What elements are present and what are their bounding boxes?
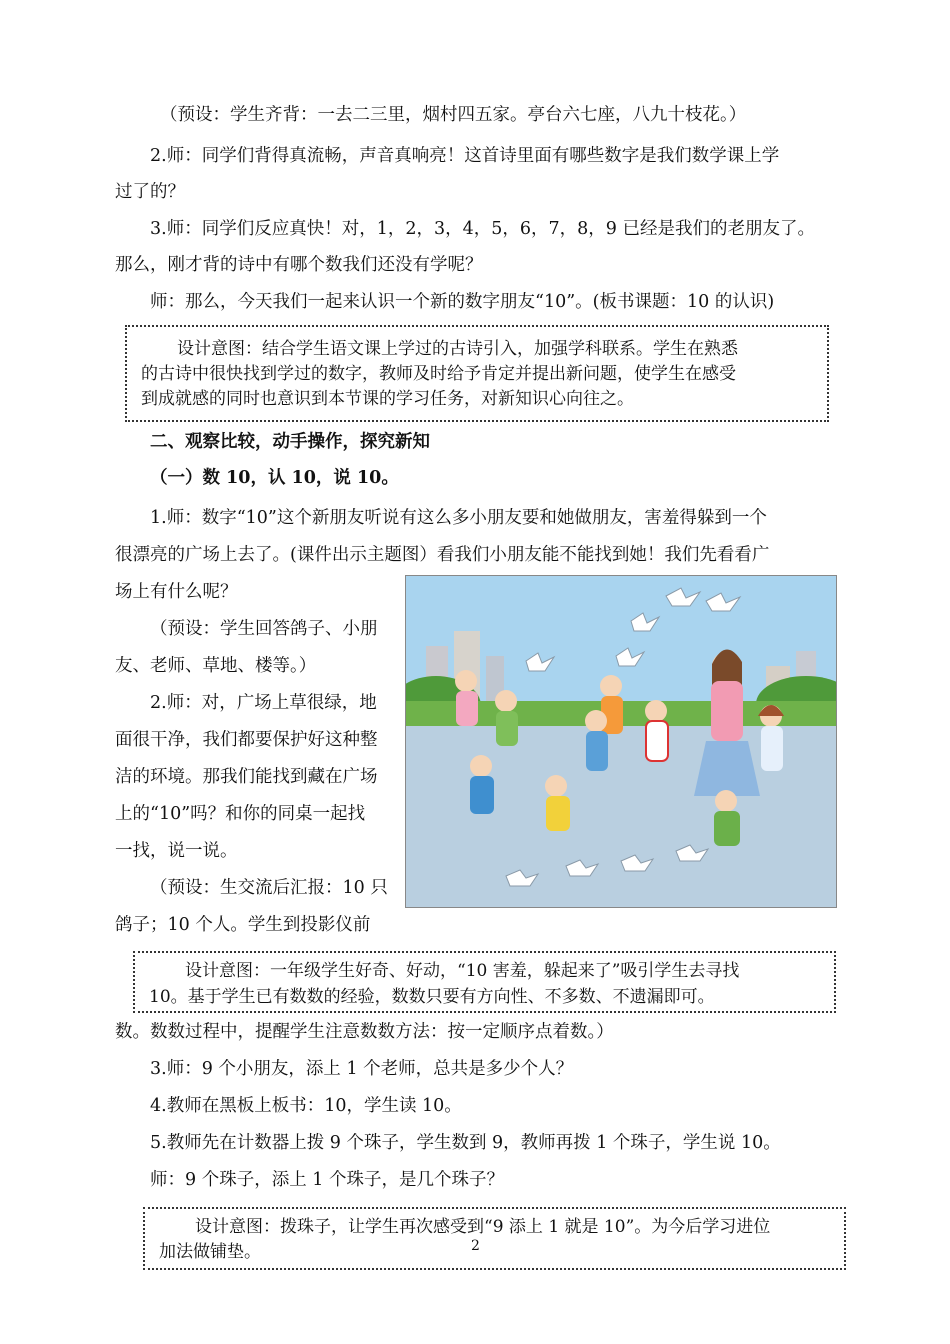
text-line: 那么，刚才背的诗中有哪个数我们还没有学呢？ [115,255,483,275]
text-line: 师：9 个珠子，添上 1 个珠子，是几个珠子？ [150,1170,504,1190]
text-line: 2.师：同学们背得真流畅，声音真响亮！这首诗里面有哪些数字是我们数学课上学 [150,146,780,166]
subsection-heading: （一）数 10，认 10，说 10。 [150,468,399,488]
illustration-svg [406,576,837,908]
text-line: 洁的环境。那我们能找到藏在广场 [115,767,378,787]
text-line: 1.师：数字“10”这个新朋友听说有这么多小朋友要和她做朋友，害羞得躲到一个 [150,508,767,528]
text-line: 5.教师先在计数器上拨 9 个珠子，学生数到 9，教师再拨 1 个珠子，学生说 10。 [150,1133,781,1153]
text-line: 3.师：9 个小朋友，添上 1 个老师，总共是多少个人？ [150,1059,574,1079]
text-line: 3.师：同学们反应真快！对，1，2，3，4，5，6，7，8，9 已经是我们的老朋友了。 [150,219,815,239]
text-line: 过了的？ [115,182,185,202]
text-line: 2.师：对，广场上草很绿，地 [150,693,377,713]
text-line: 鸽子；10 个人。学生到投影仪前 [115,915,371,935]
text-line: 一找，说一说。 [115,841,238,861]
box-line: 设计意图：拨珠子，让学生再次感受到“9 添上 1 就是 10”。为今后学习进位 [195,1217,771,1237]
square-theme-illustration [405,575,837,908]
text-line: 友、老师、草地、楼等。） [115,656,317,676]
box-line: 10。基于学生已有数数的经验，数数只要有方向性、不多数、不遗漏即可。 [149,987,715,1007]
design-intent-box [143,1207,846,1270]
design-intent-box [133,951,836,1013]
box-line: 加法做铺垫。 [159,1242,261,1262]
box-line: 的古诗中很快找到学过的数字，教师及时给予肯定并提出新问题，使学生在感受 [141,364,736,384]
text-line: （预设：生交流后汇报：10 只 [150,878,388,898]
text-line: 场上有什么呢？ [115,582,238,602]
text-line: 上的“10”吗？和你的同桌一起找 [115,804,366,824]
section-heading: 二、观察比较，动手操作，探究新知 [150,432,430,452]
page-number: 2 [471,1238,480,1254]
box-line: 设计意图：一年级学生好奇、好动，“10 害羞，躲起来了”吸引学生去寻找 [185,961,740,981]
text-line: 面很干净，我们都要保护好这种整 [115,730,378,750]
box-line: 到成就感的同时也意识到本节课的学习任务，对新知识心向往之。 [141,389,634,409]
text-line: 师：那么，今天我们一起来认识一个新的数字朋友“10”。(板书课题：10 的认识) [150,292,775,312]
design-intent-box [125,325,829,422]
box-line: 设计意图：结合学生语文课上学过的古诗引入，加强学科联系。学生在熟悉 [177,339,738,359]
text-line: 很漂亮的广场上去了。(课件出示主题图）看我们小朋友能不能找到她！我们先看看广 [115,545,770,565]
text-line: 4.教师在黑板上板书：10，学生读 10。 [150,1096,462,1116]
text-line: （预设：学生齐背：一去二三里，烟村四五家。亭台六七座，八九十枝花。） [160,105,747,125]
text-line: （预设：学生回答鸽子、小朋 [150,619,378,639]
text-line: 数。数数过程中，提醒学生注意数数方法：按一定顺序点着数。） [115,1022,614,1042]
